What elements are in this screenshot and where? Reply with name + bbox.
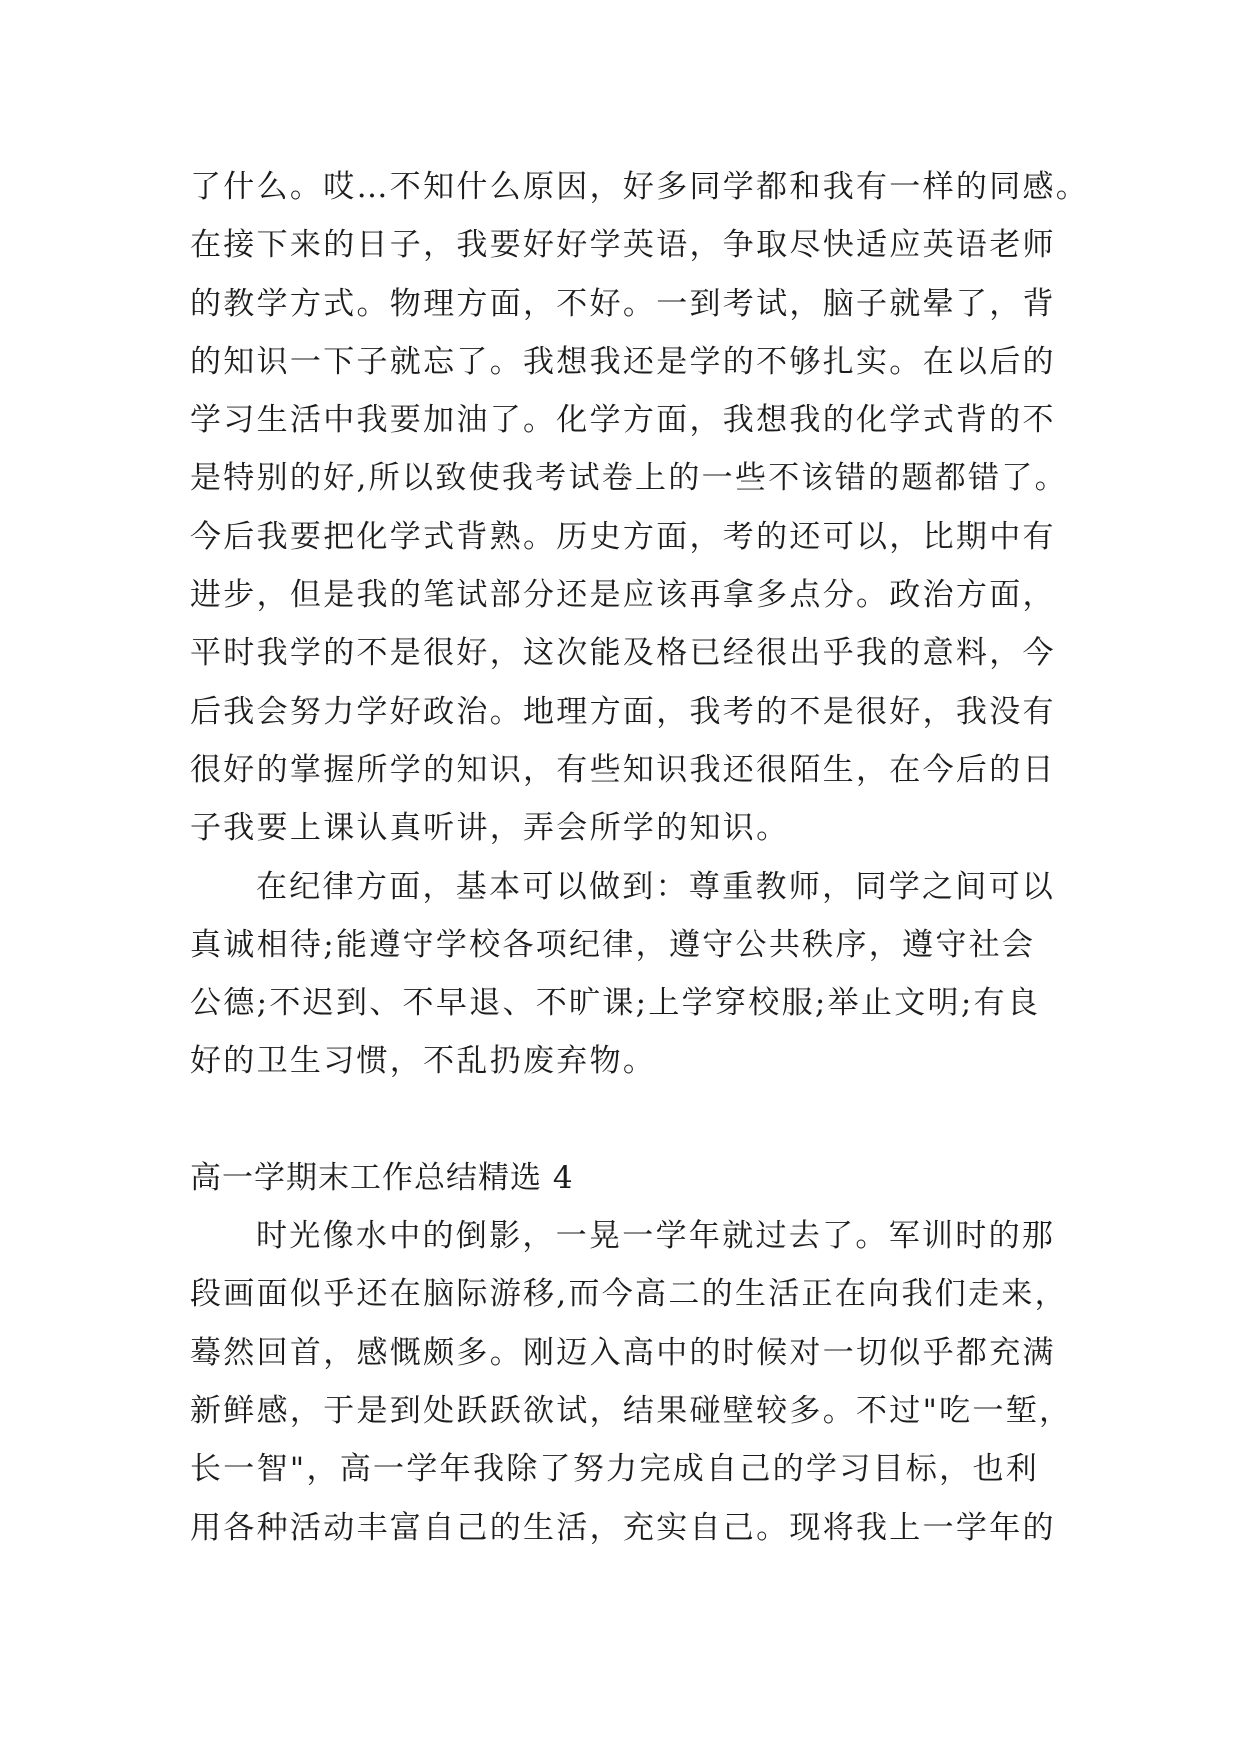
text-line: 的知识一下子就忘了。我想我还是学的不够扎实。在以后的: [190, 343, 1056, 380]
text-line: 是特别的好,所以致使我考试卷上的一些不该错的题都错了。: [190, 460, 1068, 497]
text-line: 平时我学的不是很好，这次能及格已经很出乎我的意料，今: [190, 635, 1056, 672]
text-line: 了什么。哎…不知什么原因，好多同学都和我有一样的同感。: [190, 169, 1090, 205]
text-line: 很好的掌握所学的知识，有些知识我还很陌生，在今后的日: [190, 751, 1056, 788]
text-line: 用各种活动丰富自己的生活，充实自己。现将我上一学年的: [190, 1509, 1056, 1546]
paragraph-discipline: [190, 858, 1070, 1091]
text-line: 进步，但是我的笔试部分还是应该再拿多点分。政治方面，: [190, 577, 1056, 614]
text-line: 新鲜感，于是到处跃跃欲试，结果碰壁较多。不过"吃一堑，: [190, 1392, 1073, 1429]
text-line: 长一智"，高一学年我除了努力完成自己的学习目标，也利: [190, 1451, 1040, 1488]
section-heading: 高一学期末工作总结精选 4: [190, 1159, 574, 1196]
text-line: 时光像水中的倒影，一晃一学年就过去了。军训时的那: [256, 1218, 1056, 1255]
text-line: 子我要上课认真听讲，弄会所学的知识。: [190, 810, 790, 847]
text-line: 今后我要把化学式背熟。历史方面，考的还可以，比期中有: [190, 518, 1056, 555]
text-line: 段画面似乎还在脑际游移,而今高二的生活正在向我们走来，: [190, 1276, 1068, 1313]
text-line: 在纪律方面，基本可以做到：尊重教师，同学之间可以: [256, 868, 1056, 905]
document-body: [190, 158, 1090, 1557]
text-line: 好的卫生习惯，不乱扔废弃物。: [190, 1043, 657, 1080]
text-line: 公德;不迟到、不早退、不旷课;上学穿校服;举止文明;有良: [190, 985, 1041, 1022]
text-line: 的教学方式。物理方面，不好。一到考试，脑子就晕了，背: [190, 285, 1056, 322]
text-line: 后我会努力学好政治。地理方面，我考的不是很好，我没有: [190, 693, 1056, 730]
paragraph-study-subjects: [190, 158, 1090, 858]
paragraph-gap: [190, 1091, 1070, 1149]
text-line: 真诚相待;能遵守学校各项纪律，遵守公共秩序，遵守社会: [190, 926, 1036, 963]
paragraph-year-review: [190, 1207, 1073, 1557]
text-line: 学习生活中我要加油了。化学方面，我想我的化学式背的不: [190, 402, 1056, 439]
text-line: 在接下来的日子，我要好好学英语，争取尽快适应英语老师: [190, 227, 1056, 264]
text-line: 蓦然回首，感慨颇多。刚迈入高中的时候对一切似乎都充满: [190, 1334, 1056, 1371]
